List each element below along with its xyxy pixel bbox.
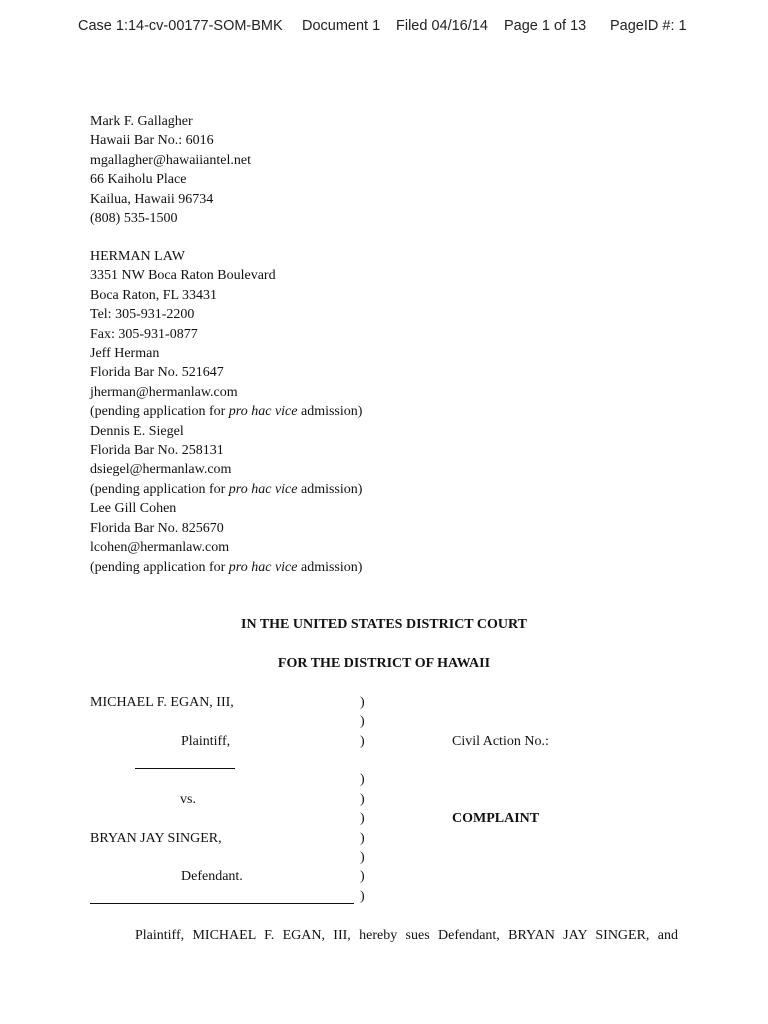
attorney-name: Jeff Herman <box>90 346 160 362</box>
firm-name: HERMAN LAW <box>90 249 185 264</box>
complaint-title: COMPLAINT <box>452 811 540 826</box>
page-id: PageID #: 1 <box>610 18 687 34</box>
caption-paren: ) <box>360 831 365 846</box>
caption-paren: ) <box>360 850 365 865</box>
attorney-email: dsiegel@hermanlaw.com <box>90 462 232 478</box>
defendant-role: Defendant. <box>181 869 243 884</box>
plaintiff-role: Plaintiff, <box>181 734 231 749</box>
page-number: Page 1 of 13 <box>504 18 587 34</box>
filed-date: Filed 04/16/14 <box>396 18 488 34</box>
caption-paren: ) <box>360 889 365 904</box>
firm-address: 3351 NW Boca Raton Boulevard <box>90 268 276 284</box>
attorney-phone: (808) 535-1500 <box>90 211 178 227</box>
plaintiff-name: MICHAEL F. EGAN, III, <box>90 695 234 710</box>
caption-paren: ) <box>360 792 365 807</box>
pending-note: (pending application for pro hac vice admission) <box>90 559 363 575</box>
attorney-email: jherman@hermanlaw.com <box>90 384 238 400</box>
attorney-email: lcohen@hermanlaw.com <box>90 540 230 556</box>
case-number: Case 1:14-cv-00177-SOM-BMK <box>78 18 283 34</box>
signature-line <box>135 768 235 769</box>
attorney-bar: Florida Bar No. 825670 <box>90 520 224 536</box>
attorney-bar: Florida Bar No. 258131 <box>90 443 224 459</box>
caption-paren: ) <box>360 869 365 884</box>
caption-paren: ) <box>360 734 365 749</box>
civil-action-label: Civil Action No.: <box>452 734 549 749</box>
attorney-street: 66 Kaiholu Place <box>90 172 187 188</box>
attorney-name: Mark F. Gallagher <box>90 114 193 129</box>
complaint-opening-paragraph: Plaintiff, MICHAEL F. EGAN, III, hereby sues Defendant, BRYAN JAY SINGER, and <box>135 928 678 943</box>
attorney-name: Lee Gill Cohen <box>90 501 177 517</box>
pending-note: (pending application for pro hac vice admission) <box>90 404 363 420</box>
court-district: FOR THE DISTRICT OF HAWAII <box>277 656 491 671</box>
attorney-city: Kailua, Hawaii 96734 <box>90 191 214 207</box>
attorney-email: mgallagher@hawaiiantel.net <box>90 152 251 168</box>
versus: vs. <box>180 792 196 807</box>
firm-block <box>90 247 362 577</box>
caption-paren: ) <box>360 714 365 729</box>
court-title: IN THE UNITED STATES DISTRICT COURT <box>241 617 527 632</box>
firm-city: Boca Raton, FL 33431 <box>90 287 218 303</box>
attorney-bar: Hawaii Bar No.: 6016 <box>90 133 214 149</box>
attorney-name: Dennis E. Siegel <box>90 423 184 439</box>
document-number: Document 1 <box>302 18 381 34</box>
caption-bottom-line <box>90 903 354 904</box>
firm-tel: Tel: 305-931-2200 <box>90 307 195 323</box>
pending-note: (pending application for pro hac vice admission) <box>90 481 363 497</box>
attorney-bar: Florida Bar No. 521647 <box>90 365 224 381</box>
caption-paren: ) <box>360 772 365 787</box>
defendant-name: BRYAN JAY SINGER, <box>90 831 222 846</box>
caption-paren: ) <box>360 811 365 826</box>
firm-fax: Fax: 305-931-0877 <box>90 326 198 342</box>
caption-paren: ) <box>360 695 365 710</box>
attorney-block-gallagher <box>90 112 251 228</box>
